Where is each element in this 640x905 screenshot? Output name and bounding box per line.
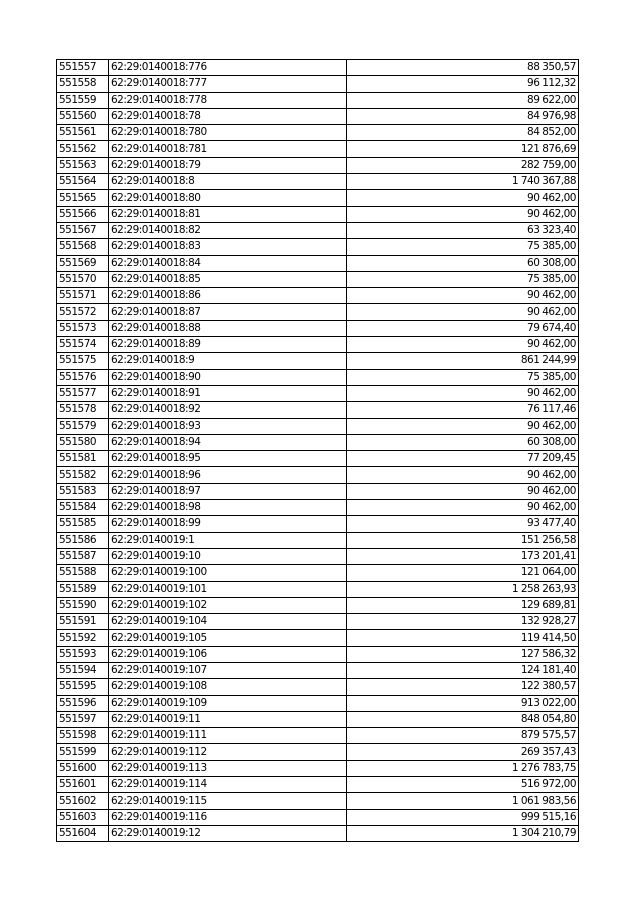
cadastral-number-cell: 62:29:0140019:102 bbox=[109, 597, 347, 613]
table-row bbox=[57, 777, 579, 793]
row-number-cell: 551563 bbox=[57, 157, 109, 173]
cadastral-number-cell: 62:29:0140018:83 bbox=[109, 239, 347, 255]
table-row bbox=[57, 548, 579, 564]
row-number-cell: 551577 bbox=[57, 385, 109, 401]
cadastral-number-cell: 62:29:0140019:10 bbox=[109, 548, 347, 564]
cadastral-value-cell: 75 385,00 bbox=[347, 369, 579, 385]
table-row bbox=[57, 385, 579, 401]
table-row bbox=[57, 239, 579, 255]
row-number-cell: 551593 bbox=[57, 646, 109, 662]
cadastral-value-cell: 90 462,00 bbox=[347, 385, 579, 401]
cadastral-value-cell: 84 976,98 bbox=[347, 108, 579, 124]
cadastral-value-cell: 1 061 983,56 bbox=[347, 793, 579, 809]
row-number-cell: 551580 bbox=[57, 434, 109, 450]
cadastral-value-cell: 60 308,00 bbox=[347, 434, 579, 450]
cadastral-value-cell: 1 276 783,75 bbox=[347, 760, 579, 776]
row-number-cell: 551564 bbox=[57, 174, 109, 190]
cadastral-number-cell: 62:29:0140018:781 bbox=[109, 141, 347, 157]
cadastral-value-cell: 90 462,00 bbox=[347, 500, 579, 516]
table-row bbox=[57, 483, 579, 499]
cadastral-number-cell: 62:29:0140018:99 bbox=[109, 516, 347, 532]
cadastral-number-cell: 62:29:0140019:109 bbox=[109, 695, 347, 711]
cadastral-value-cell: 124 181,40 bbox=[347, 662, 579, 678]
row-number-cell: 551579 bbox=[57, 418, 109, 434]
cadastral-number-cell: 62:29:0140019:12 bbox=[109, 825, 347, 841]
cadastral-number-cell: 62:29:0140018:98 bbox=[109, 500, 347, 516]
table-row bbox=[57, 760, 579, 776]
cadastral-value-cell: 999 515,16 bbox=[347, 809, 579, 825]
table-row bbox=[57, 402, 579, 418]
table-row bbox=[57, 500, 579, 516]
table-row bbox=[57, 76, 579, 92]
row-number-cell: 551567 bbox=[57, 222, 109, 238]
row-number-cell: 551587 bbox=[57, 548, 109, 564]
row-number-cell: 551581 bbox=[57, 451, 109, 467]
cadastral-value-cell: 132 928,27 bbox=[347, 614, 579, 630]
table-row bbox=[57, 304, 579, 320]
cadastral-value-cell: 282 759,00 bbox=[347, 157, 579, 173]
cadastral-number-cell: 62:29:0140018:81 bbox=[109, 206, 347, 222]
table-row bbox=[57, 108, 579, 124]
cadastral-number-cell: 62:29:0140019:116 bbox=[109, 809, 347, 825]
cadastral-value-cell: 121 064,00 bbox=[347, 565, 579, 581]
row-number-cell: 551603 bbox=[57, 809, 109, 825]
cadastral-number-cell: 62:29:0140019:1 bbox=[109, 532, 347, 548]
cadastral-value-cell: 127 586,32 bbox=[347, 646, 579, 662]
table-row bbox=[57, 190, 579, 206]
row-number-cell: 551598 bbox=[57, 728, 109, 744]
table-row bbox=[57, 662, 579, 678]
row-number-cell: 551572 bbox=[57, 304, 109, 320]
table-row bbox=[57, 288, 579, 304]
cadastral-number-cell: 62:29:0140019:107 bbox=[109, 662, 347, 678]
cadastral-value-cell: 879 575,57 bbox=[347, 728, 579, 744]
table-row bbox=[57, 451, 579, 467]
table-row bbox=[57, 825, 579, 841]
cadastral-value-cell: 129 689,81 bbox=[347, 597, 579, 613]
cadastral-number-cell: 62:29:0140018:79 bbox=[109, 157, 347, 173]
row-number-cell: 551596 bbox=[57, 695, 109, 711]
table-row bbox=[57, 614, 579, 630]
cadastral-number-cell: 62:29:0140019:106 bbox=[109, 646, 347, 662]
row-number-cell: 551566 bbox=[57, 206, 109, 222]
cadastral-number-cell: 62:29:0140018:86 bbox=[109, 288, 347, 304]
table-row bbox=[57, 206, 579, 222]
cadastral-value-cell: 90 462,00 bbox=[347, 337, 579, 353]
row-number-cell: 551561 bbox=[57, 125, 109, 141]
row-number-cell: 551571 bbox=[57, 288, 109, 304]
cadastral-number-cell: 62:29:0140019:114 bbox=[109, 777, 347, 793]
cadastral-number-cell: 62:29:0140019:105 bbox=[109, 630, 347, 646]
cadastral-number-cell: 62:29:0140019:111 bbox=[109, 728, 347, 744]
table-row bbox=[57, 581, 579, 597]
table-row bbox=[57, 92, 579, 108]
cadastral-number-cell: 62:29:0140018:80 bbox=[109, 190, 347, 206]
table-row bbox=[57, 809, 579, 825]
cadastral-number-cell: 62:29:0140018:92 bbox=[109, 402, 347, 418]
cadastral-number-cell: 62:29:0140018:85 bbox=[109, 271, 347, 287]
table-row bbox=[57, 369, 579, 385]
cadastral-number-cell: 62:29:0140019:11 bbox=[109, 711, 347, 727]
cadastral-number-cell: 62:29:0140018:90 bbox=[109, 369, 347, 385]
cadastral-number-cell: 62:29:0140019:113 bbox=[109, 760, 347, 776]
row-number-cell: 551569 bbox=[57, 255, 109, 271]
row-number-cell: 551559 bbox=[57, 92, 109, 108]
cadastral-value-table bbox=[56, 59, 579, 842]
row-number-cell: 551602 bbox=[57, 793, 109, 809]
table-row bbox=[57, 418, 579, 434]
table-row bbox=[57, 255, 579, 271]
cadastral-number-cell: 62:29:0140019:108 bbox=[109, 679, 347, 695]
cadastral-number-cell: 62:29:0140019:112 bbox=[109, 744, 347, 760]
cadastral-value-cell: 121 876,69 bbox=[347, 141, 579, 157]
cadastral-number-cell: 62:29:0140018:778 bbox=[109, 92, 347, 108]
cadastral-number-cell: 62:29:0140018:9 bbox=[109, 353, 347, 369]
cadastral-number-cell: 62:29:0140018:780 bbox=[109, 125, 347, 141]
row-number-cell: 551590 bbox=[57, 597, 109, 613]
table-row bbox=[57, 711, 579, 727]
table-row bbox=[57, 516, 579, 532]
cadastral-number-cell: 62:29:0140018:93 bbox=[109, 418, 347, 434]
table-row bbox=[57, 157, 579, 173]
row-number-cell: 551592 bbox=[57, 630, 109, 646]
cadastral-value-cell: 173 201,41 bbox=[347, 548, 579, 564]
table-row bbox=[57, 630, 579, 646]
cadastral-value-cell: 79 674,40 bbox=[347, 320, 579, 336]
cadastral-value-cell: 89 622,00 bbox=[347, 92, 579, 108]
table-row bbox=[57, 679, 579, 695]
cadastral-number-cell: 62:29:0140018:776 bbox=[109, 60, 347, 76]
cadastral-value-cell: 1 258 263,93 bbox=[347, 581, 579, 597]
cadastral-value-cell: 151 256,58 bbox=[347, 532, 579, 548]
row-number-cell: 551597 bbox=[57, 711, 109, 727]
cadastral-value-cell: 60 308,00 bbox=[347, 255, 579, 271]
cadastral-number-cell: 62:29:0140018:94 bbox=[109, 434, 347, 450]
cadastral-value-cell: 122 380,57 bbox=[347, 679, 579, 695]
row-number-cell: 551578 bbox=[57, 402, 109, 418]
row-number-cell: 551565 bbox=[57, 190, 109, 206]
cadastral-value-cell: 77 209,45 bbox=[347, 451, 579, 467]
table-row bbox=[57, 125, 579, 141]
cadastral-number-cell: 62:29:0140018:84 bbox=[109, 255, 347, 271]
table-row bbox=[57, 271, 579, 287]
cadastral-number-cell: 62:29:0140019:101 bbox=[109, 581, 347, 597]
cadastral-value-cell: 96 112,32 bbox=[347, 76, 579, 92]
cadastral-value-cell: 76 117,46 bbox=[347, 402, 579, 418]
row-number-cell: 551588 bbox=[57, 565, 109, 581]
table-row bbox=[57, 337, 579, 353]
table-row bbox=[57, 728, 579, 744]
cadastral-number-cell: 62:29:0140019:104 bbox=[109, 614, 347, 630]
cadastral-value-cell: 1 740 367,88 bbox=[347, 174, 579, 190]
cadastral-number-cell: 62:29:0140018:91 bbox=[109, 385, 347, 401]
cadastral-number-cell: 62:29:0140018:88 bbox=[109, 320, 347, 336]
row-number-cell: 551599 bbox=[57, 744, 109, 760]
cadastral-value-cell: 90 462,00 bbox=[347, 418, 579, 434]
row-number-cell: 551583 bbox=[57, 483, 109, 499]
cadastral-number-cell: 62:29:0140018:96 bbox=[109, 467, 347, 483]
cadastral-number-cell: 62:29:0140018:8 bbox=[109, 174, 347, 190]
cadastral-number-cell: 62:29:0140019:100 bbox=[109, 565, 347, 581]
cadastral-value-cell: 93 477,40 bbox=[347, 516, 579, 532]
cadastral-value-cell: 516 972,00 bbox=[347, 777, 579, 793]
row-number-cell: 551586 bbox=[57, 532, 109, 548]
cadastral-value-cell: 75 385,00 bbox=[347, 271, 579, 287]
row-number-cell: 551594 bbox=[57, 662, 109, 678]
cadastral-number-cell: 62:29:0140018:95 bbox=[109, 451, 347, 467]
table-row bbox=[57, 793, 579, 809]
row-number-cell: 551604 bbox=[57, 825, 109, 841]
row-number-cell: 551589 bbox=[57, 581, 109, 597]
table-row bbox=[57, 467, 579, 483]
cadastral-value-cell: 848 054,80 bbox=[347, 711, 579, 727]
cadastral-number-cell: 62:29:0140018:777 bbox=[109, 76, 347, 92]
cadastral-number-cell: 62:29:0140019:115 bbox=[109, 793, 347, 809]
table-row bbox=[57, 565, 579, 581]
table-row bbox=[57, 353, 579, 369]
row-number-cell: 551591 bbox=[57, 614, 109, 630]
cadastral-value-cell: 90 462,00 bbox=[347, 206, 579, 222]
cadastral-number-cell: 62:29:0140018:89 bbox=[109, 337, 347, 353]
row-number-cell: 551582 bbox=[57, 467, 109, 483]
table-row bbox=[57, 532, 579, 548]
cadastral-value-cell: 1 304 210,79 bbox=[347, 825, 579, 841]
row-number-cell: 551573 bbox=[57, 320, 109, 336]
row-number-cell: 551595 bbox=[57, 679, 109, 695]
row-number-cell: 551568 bbox=[57, 239, 109, 255]
cadastral-value-cell: 913 022,00 bbox=[347, 695, 579, 711]
table-row bbox=[57, 434, 579, 450]
row-number-cell: 551558 bbox=[57, 76, 109, 92]
table-row bbox=[57, 744, 579, 760]
cadastral-value-cell: 90 462,00 bbox=[347, 190, 579, 206]
cadastral-number-cell: 62:29:0140018:82 bbox=[109, 222, 347, 238]
cadastral-number-cell: 62:29:0140018:87 bbox=[109, 304, 347, 320]
row-number-cell: 551560 bbox=[57, 108, 109, 124]
cadastral-value-cell: 90 462,00 bbox=[347, 304, 579, 320]
cadastral-value-cell: 90 462,00 bbox=[347, 288, 579, 304]
row-number-cell: 551600 bbox=[57, 760, 109, 776]
row-number-cell: 551575 bbox=[57, 353, 109, 369]
cadastral-value-cell: 90 462,00 bbox=[347, 483, 579, 499]
table-row bbox=[57, 222, 579, 238]
row-number-cell: 551585 bbox=[57, 516, 109, 532]
table-row bbox=[57, 646, 579, 662]
cadastral-value-cell: 861 244,99 bbox=[347, 353, 579, 369]
cadastral-value-cell: 269 357,43 bbox=[347, 744, 579, 760]
table-row bbox=[57, 597, 579, 613]
row-number-cell: 551584 bbox=[57, 500, 109, 516]
table-row bbox=[57, 320, 579, 336]
cadastral-number-cell: 62:29:0140018:97 bbox=[109, 483, 347, 499]
row-number-cell: 551574 bbox=[57, 337, 109, 353]
row-number-cell: 551601 bbox=[57, 777, 109, 793]
cadastral-value-cell: 88 350,57 bbox=[347, 60, 579, 76]
cadastral-value-cell: 119 414,50 bbox=[347, 630, 579, 646]
cadastral-value-cell: 63 323,40 bbox=[347, 222, 579, 238]
cadastral-value-cell: 90 462,00 bbox=[347, 467, 579, 483]
row-number-cell: 551576 bbox=[57, 369, 109, 385]
table-row bbox=[57, 174, 579, 190]
row-number-cell: 551562 bbox=[57, 141, 109, 157]
cadastral-number-cell: 62:29:0140018:78 bbox=[109, 108, 347, 124]
row-number-cell: 551557 bbox=[57, 60, 109, 76]
cadastral-value-cell: 84 852,00 bbox=[347, 125, 579, 141]
table-body bbox=[57, 60, 579, 842]
table-row bbox=[57, 60, 579, 76]
table-row bbox=[57, 141, 579, 157]
table-row bbox=[57, 695, 579, 711]
cadastral-value-cell: 75 385,00 bbox=[347, 239, 579, 255]
row-number-cell: 551570 bbox=[57, 271, 109, 287]
